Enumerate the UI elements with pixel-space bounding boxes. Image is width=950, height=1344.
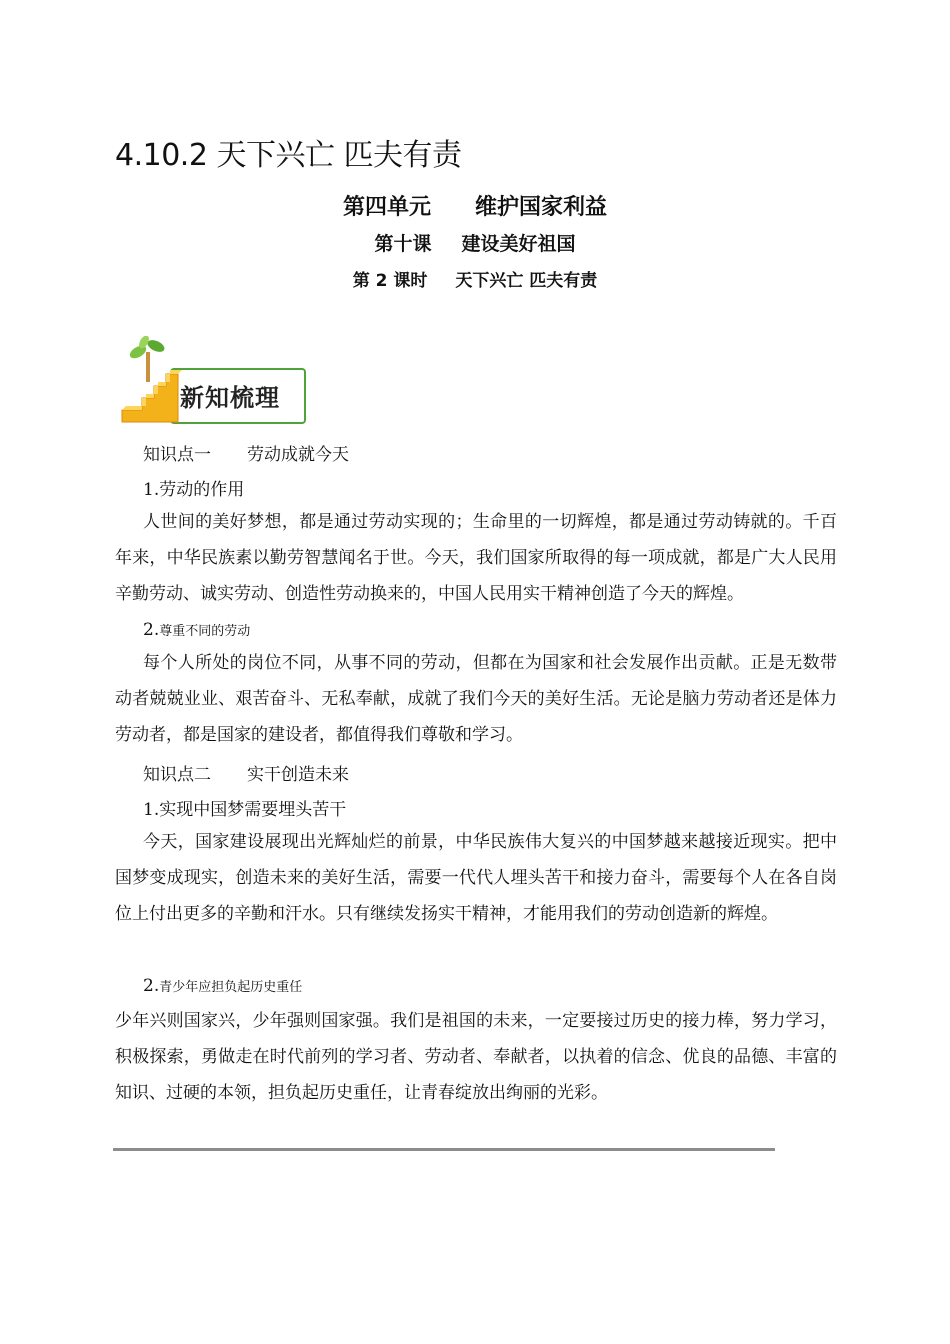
kp2-section2-title bbox=[143, 976, 302, 996]
unit-heading bbox=[0, 190, 950, 221]
kp1-label: 知识点一 bbox=[143, 445, 211, 465]
kp2-section1-body: 今天，国家建设展现出光辉灿烂的前景，中华民族伟大复兴的中国梦越来越接近现实。把中国梦变成现实，创造未来的美好生活，需要一代代人埋头苦干和接力奋斗，需要每个人在各自岗位上付出更多的辛勤和汗水。只有继续发扬实干精神，才能用我们的劳动创造新的辉煌。 bbox=[115, 832, 837, 924]
section-banner bbox=[118, 336, 308, 428]
lesson-label: 第十课 bbox=[374, 233, 432, 255]
lesson-heading bbox=[0, 229, 950, 256]
period-heading bbox=[0, 266, 950, 291]
kp1-section2-number: 2. bbox=[143, 620, 160, 640]
kp2-section2-number: 2. bbox=[143, 976, 160, 996]
kp1-section2-body: 每个人所处的岗位不同，从事不同的劳动，但都在为国家和社会发展作出贡献。正是无数带动者兢兢业业、艰苦奋斗、无私奉献，成就了我们今天的美好生活。无论是脑力劳动者还是体力劳动者，都是国家的建设者，都值得我们尊敬和学习。 bbox=[115, 653, 837, 745]
kp1-heading bbox=[143, 440, 349, 465]
kp2-heading bbox=[143, 760, 349, 785]
banner-title: 新知梳理 bbox=[180, 384, 280, 412]
bottom-divider bbox=[113, 1148, 775, 1151]
kp1-section1-body: 人世间的美好梦想，都是通过劳动实现的；生命里的一切辉煌，都是通过劳动铸就的。千百年来，中华民族素以勤劳智慧闻名于世。今天，我们国家所取得的每一项成就，都是广大人民用辛勤劳动、诚实劳动、创造性劳动换来的，中国人民用实干精神创造了今天的辉煌。 bbox=[115, 512, 837, 604]
kp2-section2-label: 青少年应担负起历史重任 bbox=[159, 980, 303, 995]
kp1-section1-title: 1.劳动的作用 bbox=[143, 480, 245, 500]
period-name: 天下兴亡 匹夫有责 bbox=[455, 271, 598, 291]
document-title: 4.10.2 天下兴亡 匹夫有责 bbox=[115, 138, 462, 173]
kp2-label: 知识点二 bbox=[143, 765, 211, 785]
kp2-section2-body: 少年兴则国家兴，少年强则国家强。我们是祖国的未来，一定要接过历史的接力棒，努力学习，积极探索，勇做走在时代前列的学习者、劳动者、奉献者，以执着的信念、优良的品德、丰富的知识、过硬的本领，担负起历史重任，让青春绽放出绚丽的光彩。 bbox=[115, 1011, 837, 1103]
kp1-title: 劳动成就今天 bbox=[247, 445, 349, 465]
period-label: 第 2 课时 bbox=[352, 271, 428, 291]
unit-label: 第四单元 bbox=[342, 195, 431, 220]
kp1-section2-title bbox=[143, 620, 250, 640]
kp2-section1-title: 1.实现中国梦需要埋头苦干 bbox=[143, 800, 347, 820]
unit-name: 维护国家利益 bbox=[475, 195, 608, 220]
lesson-name: 建设美好祖国 bbox=[461, 233, 576, 255]
kp1-section2-label: 尊重不同的劳动 bbox=[159, 624, 251, 639]
kp2-title: 实干创造未来 bbox=[247, 765, 349, 785]
